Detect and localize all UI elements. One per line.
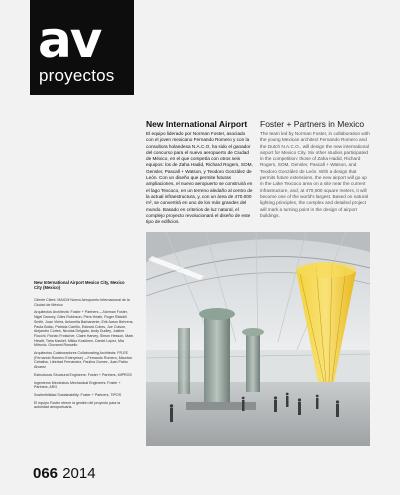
issue-year: 2014 <box>62 465 96 482</box>
credits-paragraph: Cliente Client: MAICM Nuevo Aeropuerto Internacional de la Ciudad de México <box>34 298 130 307</box>
article-title-en: Foster + Partners in Mexico <box>260 119 365 129</box>
article-title-es: New International Airport <box>146 119 248 129</box>
credits-paragraph: Ingenieros Mecánicos Mechanical Engineers: Foster + Partners, ARG <box>34 380 121 390</box>
credits-paragraph: Arquitectos Architects: Foster + Partners —Norman Foster, Nigel Dancey, Giles Robinson, Piers Heath, Roger Ridsdill Smith, Juan Vieira, Antonella Barbanente, Erik Aaron Behrens, Paola Boldu, Patricia Carrillo, Edward Cokes, Joe Colson, Alejandro Cortes, Nicolas Delgado, Andy Dudley, Justine Fiocchi, Florian Frotscher, Claire Harvey, Simon Hesson, Mark Hewitt, Taha Kashef, Mikko Koskinen, Daniel Lopez, Mia Mitrovic, Giovanni Rossello <box>34 310 134 348</box>
article-body-es: El equipo liderado por Norman Foster, asociado con el joven mexicano Fernando Romero y con la consultora holandesa N.A.C.O, ha sido el ganador del concurso para el nuevo aeropuerto de Ciudad de México, en el que competía con otros seis equipos: los de Zaha Hadid, Richard Rogers, SOM, Gensler, Pascall + Watson, y Teodoro González de León. Con un diseño que permite futuras ampliaciones, el nuevo aeropuerto se construirá en el lago Texcoco, en un terreno aledaño al centro de la actual infraestructura, y, con un área de 470.000 m², se convertirá en uno de los más grandes del mundo. Basado en criterios de luz natural, el complejo proyecto revolucionará el diseño de este tipo de edificios. <box>146 131 253 225</box>
logo-main-text: av <box>38 11 101 69</box>
issue-number <box>33 465 96 482</box>
credits-paragraph: Arquitectos Colaboradores Collaborating Architects: FR-EE (Fernando Romero Enterprise) —Fernando Romero, Mauricio Ceballos, Libertad Fernandez, Paulina Gomez, Juan Pablo Alvarez <box>34 351 133 370</box>
credits-paragraph: Sostenibilidad Sustainability: Foster + Partners, TIPOS <box>34 392 122 397</box>
issue-number-value: 066 <box>33 465 59 482</box>
credits-paragraph: Estructuras Structural Engineers: Foster + Partners, MIPROS <box>34 372 132 377</box>
credits-title: New International Airport Mexico City, Mexico City (Mexico) <box>34 280 125 291</box>
credits-paragraph: El equipo Foster ofrece la gestión del proyecto para la autoridad aeroportuaria. <box>34 400 121 410</box>
logo-sub-text: proyectos <box>39 66 115 85</box>
av-proyectos-logo <box>30 0 134 95</box>
article-body-en: The team led by Norman Foster, in collaboration with the young Mexican architect Fernando Romero and the Dutch N.A.C.O., will design the new international airport for Mexico City. Six other studios participated in the competition: those of Zaha Hadid, Richard Rogers, SOM, Gensler, Pascall + Watson, and Teodoro González de León. With a design that permits future extensions, the new airport will go up in the Lake Texcoco area on a site near the current infrastructure, and, at 470,000 square meters, it will become one of the world's largest. Based on natural lighting principles, the complex and detailed project will mark a turning point in the design of airport buildings. <box>260 131 370 218</box>
credits-block <box>34 298 134 413</box>
airport-interior-render <box>146 232 370 446</box>
